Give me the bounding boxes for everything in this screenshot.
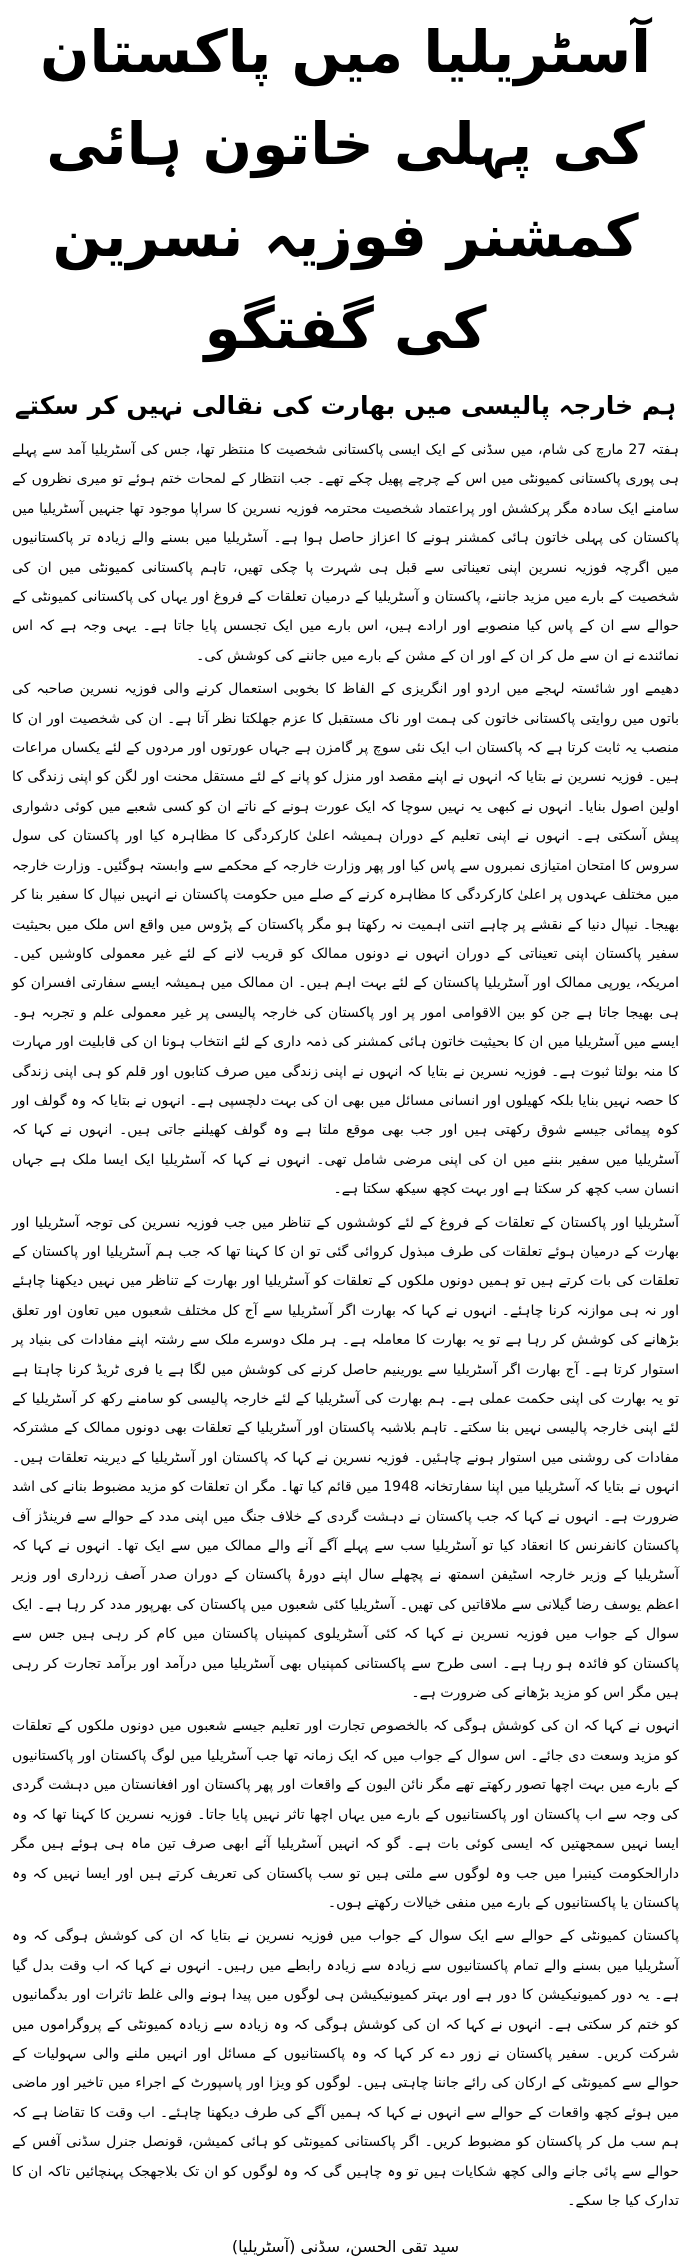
headline-line-2: کمشنر فوزیہ نسرین کی گفتگو: [52, 202, 639, 362]
article-paragraph: ہفتہ 27 مارچ کی شام، میں سڈنی کے ایک ایسی پاکستانی شخصیت کا منتظر تھا، جس کی آسٹریلیا آمد سے پہلے ہی پوری پاکستانی کمیونٹی میں اس کے چرچے پھیل چکے تھے۔ جب انتظار کے لمحات ختم ہوئے تو میری نظروں کے سامنے ایک سادہ مگر پرکشش اور پراعتماد شخصیت محترمہ فوزیہ نسرین کا سراپا موجود تھا جنہیں آسٹریلیا میں پاکستان کی پہلی خاتون ہائی کمشنر ہونے کا اعزاز حاصل ہوا ہے۔ آسٹریلیا میں بسنے والے زیادہ تر پاکستانیوں میں اگرچہ فوزیہ نسرین اپنی تعیناتی سے قبل ہی شہرت پا چکی تھیں، تاہم پاکستانی کمیونٹی میں ان کی شخصیت کے بارے میں مزید جاننے، پاکستان و آسٹریلیا کے درمیان تعلقات کے فروغ اور یہاں کی پاکستانی کمیونٹی کے حوالے سے ان کے پاس کیا منصوبے اور ارادے ہیں، اس بارے میں ایک تجسس پایا جاتا ہے۔ یہی وجہ ہے کہ اس نمائندے نے ان سے مل کر ان کے اور ان کے مشن کے بارے میں جاننے کی کوشش کی۔: [12, 442, 680, 664]
headline-line-1: آسٹریلیا میں پاکستان کی پہلی خاتون ہائی: [39, 18, 651, 178]
headline-block: [12, 6, 679, 374]
article-paragraph: دھیمے اور شائستہ لہجے میں اردو اور انگریزی کے الفاظ کا بخوبی استعمال کرنے والی فوزیہ نسرین صاحبہ کی باتوں میں روایتی پاکستانی خاتون کی ہمت اور ناک مستقبل کا عزم جھلکتا نظر آتا ہے۔ ان کی شخصیت اور ان کا منصب یہ ثابت کرتا ہے کہ پاکستان اب ایک نئی سوچ پر گامزن ہے جہاں عورتوں اور مردوں کے لئے یکساں مراعات ہیں۔ فوزیہ نسرین نے بتایا کہ انہوں نے اپنے مقصد اور منزل کو پانے کے لئے مستقل محنت اور لگن کو اپنی زندگی کا اولین اصول بنایا۔ انہوں نے کبھی یہ نہیں سوچا کہ ایک عورت ہونے کے ناتے ان کو کسی شعبے میں کوئی دشواری پیش آسکتی ہے۔ انہوں نے اپنی تعلیم کے دوران ہمیشہ اعلیٰ کارکردگی کا مظاہرہ کیا اور پاکستان کی سول سروس کا امتحان امتیازی نمبروں سے پاس کیا اور پھر وزارت خارجہ کے محکمے سے وابستہ ہوگئیں۔ وزارت خارجہ میں مختلف عہدوں پر اعلیٰ کارکردگی کا مظاہرہ کرنے کے صلے میں حکومت پاکستان نے انہیں نیپال کا سفیر بنا کر بھیجا۔ نیپال دنیا کے نقشے پر چاہے اتنی اہمیت نہ رکھتا ہو مگر پاکستان کے پڑوس میں واقع اس ملک میں بحیثیت سفیر پاکستان اپنی تعیناتی کے دوران انہوں نے دونوں ممالک کو قریب لانے کے لئے غیر معمولی کاوشیں کیں۔ امریکہ، یورپی ممالک اور آسٹریلیا پاکستان کے لئے بہت اہم ہیں۔ ان ممالک میں ہمیشہ ایسے سفارتی افسران کو ہی بھیجا جاتا ہے جن کو بین الاقوامی امور پر اور پاکستان کی خارجہ پالیسی پر غیر معمولی علم و تجربہ ہو۔ ایسے میں آسٹریلیا میں ان کا بحیثیت خاتون ہائی کمشنر کی ذمہ داری کے لئے انتخاب ہونا ان کی قابلیت اور مہارت کا منہ بولتا ثبوت ہے۔ فوزیہ نسرین نے بتایا کہ انہوں نے اپنی زندگی میں صرف کتابوں اور قلم کو ہی اپنی زندگی کا حصہ نہیں بنایا بلکہ کھیلوں اور انسانی مسائل میں بھی ان کی بہت دلچسپی ہے۔ انہوں نے بتایا کہ وہ گولف اور کوہ پیمائی جیسے شوق رکھتی ہیں اور جب بھی موقع ملتا ہے وہ گولف کھیلنے جاتی ہیں۔ انہوں نے کہا کہ آسٹریلیا میں سفیر بننے میں ان کی اپنی مرضی شامل تھی۔ انہوں نے کہا کہ آسٹریلیا ایک ایسا ملک ہے جہاں انسان سب کچھ کر سکتا ہے اور بہت کچھ سیکھ سکتا ہے۔: [12, 681, 679, 1198]
author-byline: سید تقی الحسن، سڈنی (آسٹریلیا): [231, 2237, 460, 2256]
article-paragraph: آسٹریلیا اور پاکستان کے تعلقات کے فروغ کے لئے کوششوں کے تناظر میں جب فوزیہ نسرین کی توجہ آسٹریلیا اور بھارت کے درمیان ہوئے تعلقات کی طرف مبذول کروائی گئی تو ان کا کہنا تھا کہ جب ہم آسٹریلیا اور پاکستان کے تعلقات کی بات کرتے ہیں تو ہمیں دونوں ملکوں کے تعلقات کو آسٹریلیا اور بھارت کے تناظر میں نہیں دیکھنا چاہئے اور نہ ہی موازنہ کرنا چاہئے۔ انہوں نے کہا کہ بھارت اگر آسٹریلیا سے آج کل مختلف شعبوں میں تعاون اور تعلق بڑھانے کی کوشش کر رہا ہے تو یہ بھارت کا معاملہ ہے۔ ہر ملک دوسرے ملک سے رشتہ اپنے مفادات کی بنیاد پر استوار کرتا ہے۔ آج بھارت اگر آسٹریلیا سے یورینیم حاصل کرنے کی کوشش میں لگا ہے یا فری ٹریڈ کرنا چاہتا ہے تو یہ بھارت کی اپنی حکمت عملی ہے۔ ہم بھارت کی آسٹریلیا کے لئے خارجہ پالیسی کو سامنے رکھ کر آسٹریلیا کے لئے اپنی خارجہ پالیسی نہیں بنا سکتے۔ تاہم بلاشبہ پاکستان اور آسٹریلیا کے تعلقات بھی دونوں ممالک کے مشترکہ مفادات کی روشنی میں استوار ہونے چاہئیں۔ فوزیہ نسرین نے کہا کہ پاکستان اور آسٹریلیا کے دیرینہ تعلقات ہیں۔ انہوں نے بتایا کہ آسٹریلیا میں اپنا سفارتخانہ 1948 میں قائم کیا تھا۔ مگر ان تعلقات کو مزید مضبوط بنانے کی اشد ضرورت ہے۔ انہوں نے کہا کہ جب پاکستان نے دہشت گردی کے خلاف جنگ میں اپنی مدد کے حوالے سے فرینڈز آف پاکستان کانفرنس کا انعقاد کیا تو آسٹریلیا سب سے پہلے آگے آنے والے ممالک میں سے ایک تھا۔ انہوں نے کہا کہ آسٹریلیا کے وزیر خارجہ اسٹیفن اسمتھ نے پچھلے سال اپنے دورۂ پاکستان کے دوران صدر آصف زرداری اور وزیر اعظم یوسف رضا گیلانی سے ملاقاتیں کی تھیں۔ آسٹریلیا کئی شعبوں میں پاکستان کی بھرپور مدد کر رہا ہے۔ ایک سوال کے جواب میں فوزیہ نسرین نے کہا کہ کئی آسٹریلوی کمپنیاں پاکستان میں کام کر رہی ہیں جس سے پاکستان کو فائدہ ہو رہا ہے۔ اسی طرح سے پاکستانی کمپنیاں بھی آسٹریلیا میں درآمد اور برآمد تجارت کر رہی ہیں مگر اس کو مزید بڑھانے کی ضرورت ہے۔: [12, 1214, 679, 1702]
article-paragraph: پاکستان کمیونٹی کے حوالے سے ایک سوال کے جواب میں فوزیہ نسرین نے بتایا کہ ان کی کوشش ہوگی کہ وہ آسٹریلیا میں بسنے والے تمام پاکستانیوں سے زیادہ سے زیادہ رابطے میں رہیں۔ انہوں نے کہا کہ اب وقت بدل گیا ہے۔ یہ دور کمیونیکیشن کا دور ہے اور بہتر کمیونیکیشن ہی لوگوں میں پیدا ہونے والی غلط تاثرات اور بدگمانیوں کو ختم کر سکتی ہے۔ انہوں نے کہا کہ ان کی کوشش ہوگی کہ وہ زیادہ سے زیادہ کمیونٹی کے پروگراموں میں شرکت کریں۔ سفیر پاکستان نے زور دے کر کہا کہ وہ پاکستانیوں کے مسائل اور انہیں ملنے والی سہولیات کے حوالے سے کمیونٹی کے ارکان کی رائے جاننا چاہتی ہیں۔ لوگوں کو ویزا اور پاسپورٹ کے اجراء میں تاخیر اور ماضی میں ہوئے کچھ واقعات کے حوالے سے انہوں نے کہا کہ ہمیں آگے کی طرف دیکھنا چاہئے۔ اب وقت کا تقاضا ہے کہ ہم سب مل کر پاکستان کو مضبوط کریں۔ اگر پاکستانی کمیونٹی کو ہائی کمیشن، قونصل جنرل سڈنی آفس کے حوالے سے پائی جانے والی کچھ شکایات ہیں تو وہ چاہیں گی کہ وہ لوگوں کو ان تک بلاجھجک پہنچائیں تاکہ ان کا تدارک کیا جا سکے۔: [12, 1928, 679, 2209]
sub-headline: ہم خارجہ پالیسی میں بھارت کی نقالی نہیں کر سکتے: [14, 391, 677, 420]
article-paragraph: انہوں نے کہا کہ ان کی کوشش ہوگی کہ بالخصوص تجارت اور تعلیم جیسے شعبوں میں دونوں ملکوں کے تعلقات کو مزید وسعت دی جائے۔ اس سوال کے جواب میں کہ ایک زمانہ تھا جب آسٹریلیا میں لوگ پاکستان اور پاکستانیوں کے بارے میں بہت اچھا تصور رکھتے تھے مگر نائن الیون کے واقعات اور پھر پاکستان اور افغانستان میں دہشت گردی کی وجہ سے اب پاکستان اور پاکستانیوں کے بارے میں یہاں اچھا تاثر نہیں پایا جاتا۔ فوزیہ نسرین کا کہنا تھا کہ وہ ایسا نہیں سمجھتیں کہ ایسی کوئی بات ہے۔ گو کہ انہیں آسٹریلیا آئے ابھی صرف تین ماہ ہی ہوئے ہیں مگر دارالحکومت کینبرا میں جب وہ لوگوں سے ملتی ہیں تو سب پاکستان کی تعریف کرتے ہیں اور ایسا نہیں کہ وہ پاکستان یا پاکستانیوں کے بارے میں منفی خیالات رکھتے ہوں۔: [12, 1718, 679, 1911]
article-body: [12, 436, 679, 2216]
